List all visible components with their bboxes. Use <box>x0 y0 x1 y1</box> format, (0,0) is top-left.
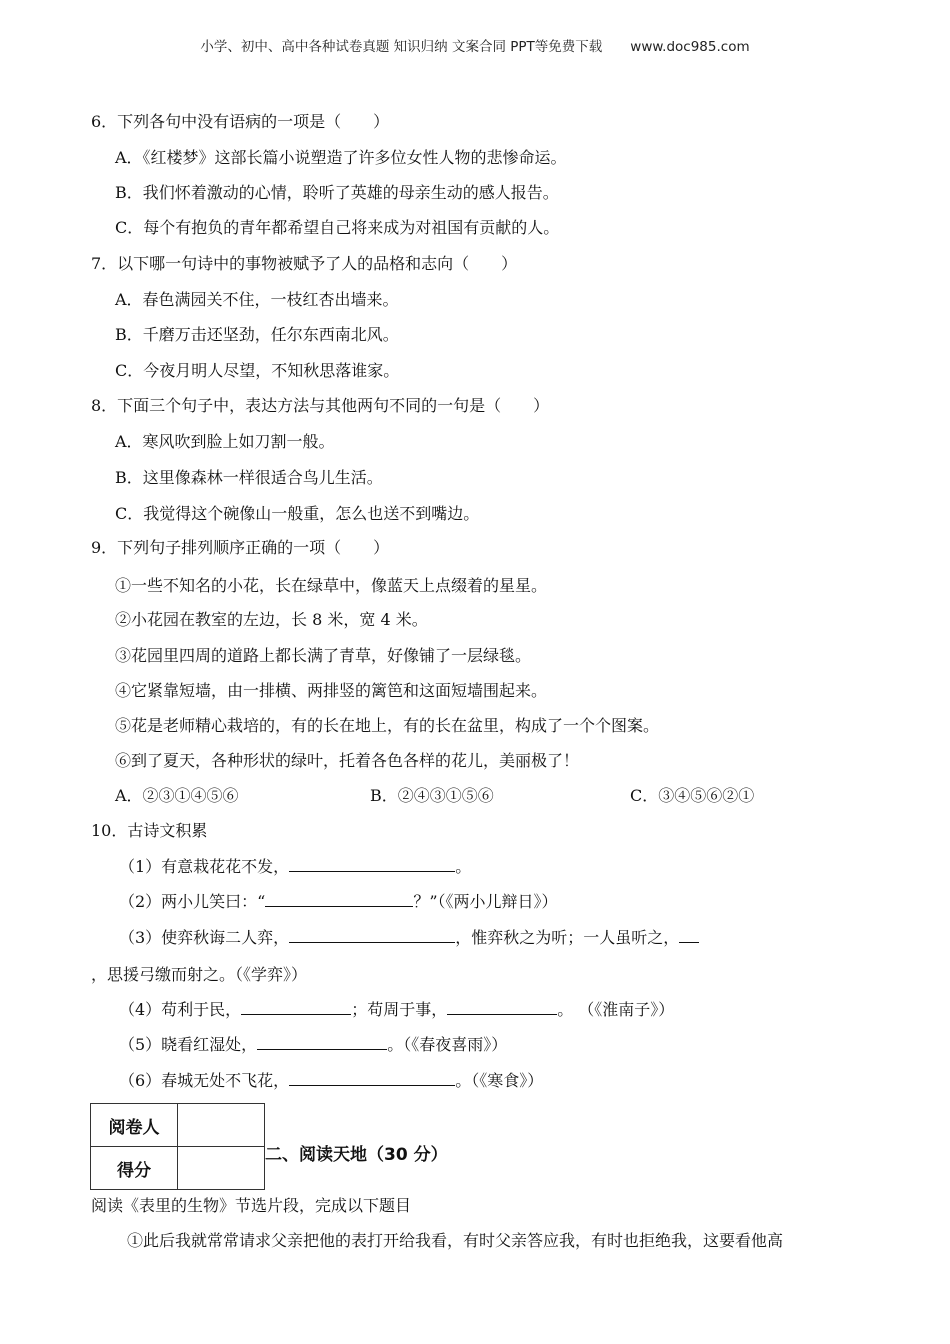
q10-item-2-end: ？”（《两小儿辩日》） <box>413 892 558 911</box>
score-label: 得分 <box>91 1147 178 1190</box>
q6-option-c: C．每个有抱负的青年都希望自己将来成为对祖国有贡献的人。 <box>115 218 560 237</box>
q9-sentence-5: ⑤花是老师精心栽培的，有的长在地上，有的长在盆里，构成了一个个图案。 <box>115 716 660 735</box>
q10-item-5 <box>119 1035 507 1055</box>
q9-sentence-3: ③花园里四周的道路上都长满了青草，好像铺了一层绿毯。 <box>115 646 532 665</box>
grader-label: 阅卷人 <box>91 1104 178 1147</box>
grader-cell <box>178 1104 265 1147</box>
q8-stem: 8．下面三个句子中，表达方法与其他两句不同的一句是（ ） <box>91 396 550 415</box>
q10-item-3-text: （3）使弈秋诲二人弈， <box>119 928 290 947</box>
q6-stem: 6．下列各句中没有语病的一项是（ ） <box>91 112 390 131</box>
q9-sentence-2: ②小花园在教室的左边，长 8 米，宽 4 米。 <box>115 610 428 629</box>
header-site: www.doc985.com <box>630 39 750 55</box>
q10-item-5-text: （5）晓看红湿处， <box>119 1035 258 1054</box>
answer-blank[interactable] <box>289 857 455 872</box>
answer-blank[interactable] <box>289 1071 455 1086</box>
q9-sentence-6: ⑥到了夏天，各种形状的绿叶，托着各色各样的花儿，美丽极了！ <box>115 751 580 770</box>
answer-blank[interactable] <box>257 1035 387 1050</box>
q10-item-2 <box>119 892 558 912</box>
q10-item-1-text: （1）有意栽花花不发， <box>119 857 290 876</box>
q10-item-4-text: （4）苟利于民， <box>119 1000 242 1019</box>
q8-option-b: B．这里像森林一样很适合鸟儿生活。 <box>115 468 383 487</box>
q9-option-c: C．③④⑤⑥②① <box>630 786 755 805</box>
q7-option-c: C．今夜月明人尽望，不知秋思落谁家。 <box>115 361 400 380</box>
score-cell <box>178 1147 265 1190</box>
q10-item-6 <box>119 1071 543 1091</box>
reading-paragraph-1: ①此后我就常常请求父亲把他的表打开给我看，有时父亲答应我，有时也拒绝我，这要看他高 <box>127 1231 784 1250</box>
section-2-title: 二、阅读天地（30 分） <box>265 1145 448 1165</box>
q10-item-2-text: （2）两小儿笑曰：“ <box>119 892 266 911</box>
answer-blank[interactable] <box>265 892 413 907</box>
q10-item-3-mid: ，惟弈秋之为听；一人虽听之， <box>455 928 680 947</box>
q10-stem: 10．古诗文积累 <box>91 821 208 840</box>
page-header <box>0 35 950 55</box>
q10-item-3 <box>119 928 699 948</box>
q10-item-6-end: 。（《寒食》） <box>455 1071 544 1090</box>
q9-option-b: B．②④③①⑤⑥ <box>370 786 494 805</box>
q7-option-b: B．千磨万击还坚劲，任尔东西南北风。 <box>115 325 399 344</box>
score-table <box>90 1103 265 1190</box>
q10-item-4-end: 。 （《淮南子》） <box>557 1000 675 1019</box>
header-text: 小学、初中、高中各种试卷真题 知识归纳 文案合同 PPT等免费下载 <box>200 39 603 55</box>
q6-option-a: A．《红楼梦》这部长篇小说塑造了许多位女性人物的悲惨命运。 <box>115 148 567 167</box>
q9-sentence-4: ④它紧靠短墙，由一排横、两排竖的篱笆和这面短墙围起来。 <box>115 681 548 700</box>
q10-item-4 <box>119 1000 674 1020</box>
q10-item-4-mid: ；苟周于事， <box>351 1000 448 1019</box>
q10-item-6-text: （6）春城无处不飞花， <box>119 1071 290 1090</box>
q9-sentence-1: ①一些不知名的小花，长在绿草中，像蓝天上点缀着的星星。 <box>115 576 548 595</box>
q7-stem: 7．以下哪一句诗中的事物被赋予了人的品格和志向（ ） <box>91 254 518 273</box>
q10-item-1 <box>119 857 471 877</box>
reading-intro: 阅读《表里的生物》节选片段，完成以下题目 <box>91 1196 412 1215</box>
answer-blank[interactable] <box>679 928 699 943</box>
answer-blank[interactable] <box>241 1000 351 1015</box>
q6-option-b: B．我们怀着激动的心情，聆听了英雄的母亲生动的感人报告。 <box>115 183 559 202</box>
q9-option-a: A．②③①④⑤⑥ <box>115 786 239 805</box>
answer-blank[interactable] <box>289 928 455 943</box>
q10-item-3-cont: ，思援弓缴而射之。（《学弈》） <box>91 965 308 984</box>
q8-option-c: C．我觉得这个碗像山一般重，怎么也送不到嘴边。 <box>115 504 480 523</box>
q10-item-1-end: 。 <box>455 857 472 876</box>
q8-option-a: A．寒风吹到脸上如刀割一般。 <box>115 432 335 451</box>
q10-item-5-end: 。（《春夜喜雨》） <box>387 1035 508 1054</box>
q7-option-a: A．春色满园关不住，一枝红杏出墙来。 <box>115 290 399 309</box>
q9-stem: 9．下列句子排列顺序正确的一项（ ） <box>91 538 390 557</box>
answer-blank[interactable] <box>447 1000 557 1015</box>
